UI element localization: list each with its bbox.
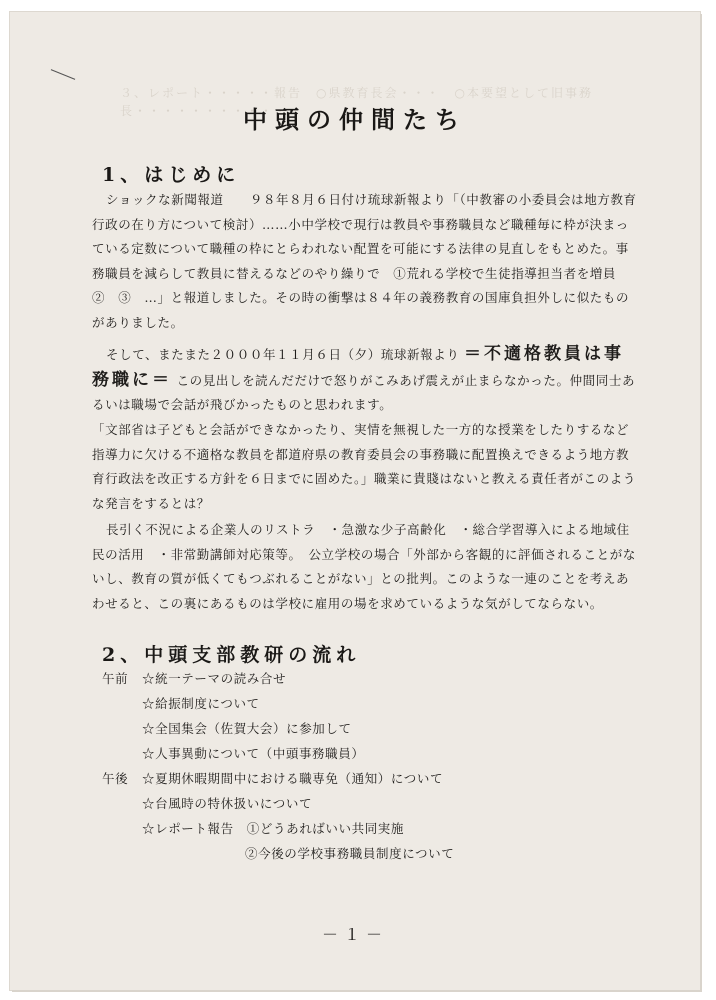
schedule-label [102, 716, 142, 741]
schedule-row [102, 841, 622, 866]
bleed-through-text: ３、レポート・・・・・報告 ○県教育長会・・・ ○本要望として旧事務長・・・・・・・・・・・ [120, 86, 593, 118]
schedule-label [102, 741, 142, 766]
schedule-row [102, 666, 622, 691]
schedule-label [102, 691, 142, 716]
section-heading-flow: 2、中頭支部教研の流れ [102, 644, 361, 666]
headline-reaction: この見出しを読んだだけで怒りがこみあげ震えが止まらなかった。仲間同士あるいは職場で会話が飛びかったものと思われます。 [92, 372, 636, 412]
schedule-label [102, 816, 142, 841]
section-heading-intro: 1、はじめに [102, 164, 241, 186]
intro-paragraph-1: ショックな新聞報道 ９８年８月６日付け琉球新報より「（中教審の小委員会は地方教育行政の在り方について検討）……小中学校で現行は教員や事務職員など職種毎に枠が決まっている定数について職種の枠にとらわれない配置を可能にする法律の見直しをもとめた。事務職員を減らして教員に替えるなどのやり繰りで ①荒れる学校で生徒指導担当者を増員 ② ③ …」と報道しました。その時の衝撃は８４年の義務教育の国庫負担外しに似たものがありました。 [92, 192, 637, 330]
schedule-item: ②今後の学校事務職員制度について [245, 846, 455, 861]
schedule-row [102, 716, 622, 741]
schedule-item: ☆統一テーマの読み合せ [142, 671, 287, 686]
schedule-row [102, 766, 622, 791]
schedule-list [102, 666, 622, 866]
schedule-label: 午前 [102, 671, 129, 686]
schedule-row [102, 691, 622, 716]
intro-paragraph-4: 長引く不況による企業人のリストラ ・急激な少子高齢化 ・総合学習導入による地域住民の活用 ・非常勤講師対応策等。 公立学校の場合「外部から客観的に評価されることがないし、教育の質が低くてもつぶれることがない」との批判。このような一連のことを考えあわせると、この裏にあるものは学校に雇用の場を求めているような気がしてならない。 [92, 522, 636, 611]
schedule-label [102, 791, 142, 816]
schedule-row [102, 791, 622, 816]
schedule-item: ☆人事異動について（中頭事務職員） [142, 746, 365, 761]
schedule-row [102, 816, 622, 841]
headline-quote: ＝不適格教員は事務職に＝ [92, 344, 625, 390]
schedule-item: ☆夏期休暇期間中における職専免（通知）について [142, 771, 444, 786]
schedule-item: ☆台風時の特休扱いについて [142, 796, 313, 811]
intro-paragraph-quote: 「文部省は子どもと会話ができなかったり、実情を無視した一方的な授業をしたりするなど指導力に欠ける不適格な教員を都道府県の教育委員会の事務職に配置換えできるよう地方教育行政法を改正する方針を６日までに固めた。」職業に貴賤はないと教える責任者がこのような発言をするとは？ [92, 422, 636, 511]
schedule-item: ☆給振制度について [142, 696, 260, 711]
intro-paragraph-2: そして、またまた２０００年１１月６日（夕）琉球新報より ＝不適格教員は事務職に＝ この見出しを読んだだけで怒りがこみあげ震えが止まらなかった。仲間同士あるいは職場で会話が飛びかったものと思われます。 [92, 344, 636, 412]
schedule-item: ☆全国集会（佐賀大会）に参加して [142, 721, 352, 736]
schedule-item: ☆レポート報告 ①どうあればいい共同実施 [142, 821, 405, 836]
document-page [10, 12, 700, 990]
schedule-row [102, 741, 622, 766]
page-number: －１－ [321, 925, 388, 944]
document-title: 中頭の仲間たち [243, 105, 467, 134]
pencil-mark [51, 69, 75, 80]
schedule-label: 午後 [102, 771, 129, 786]
